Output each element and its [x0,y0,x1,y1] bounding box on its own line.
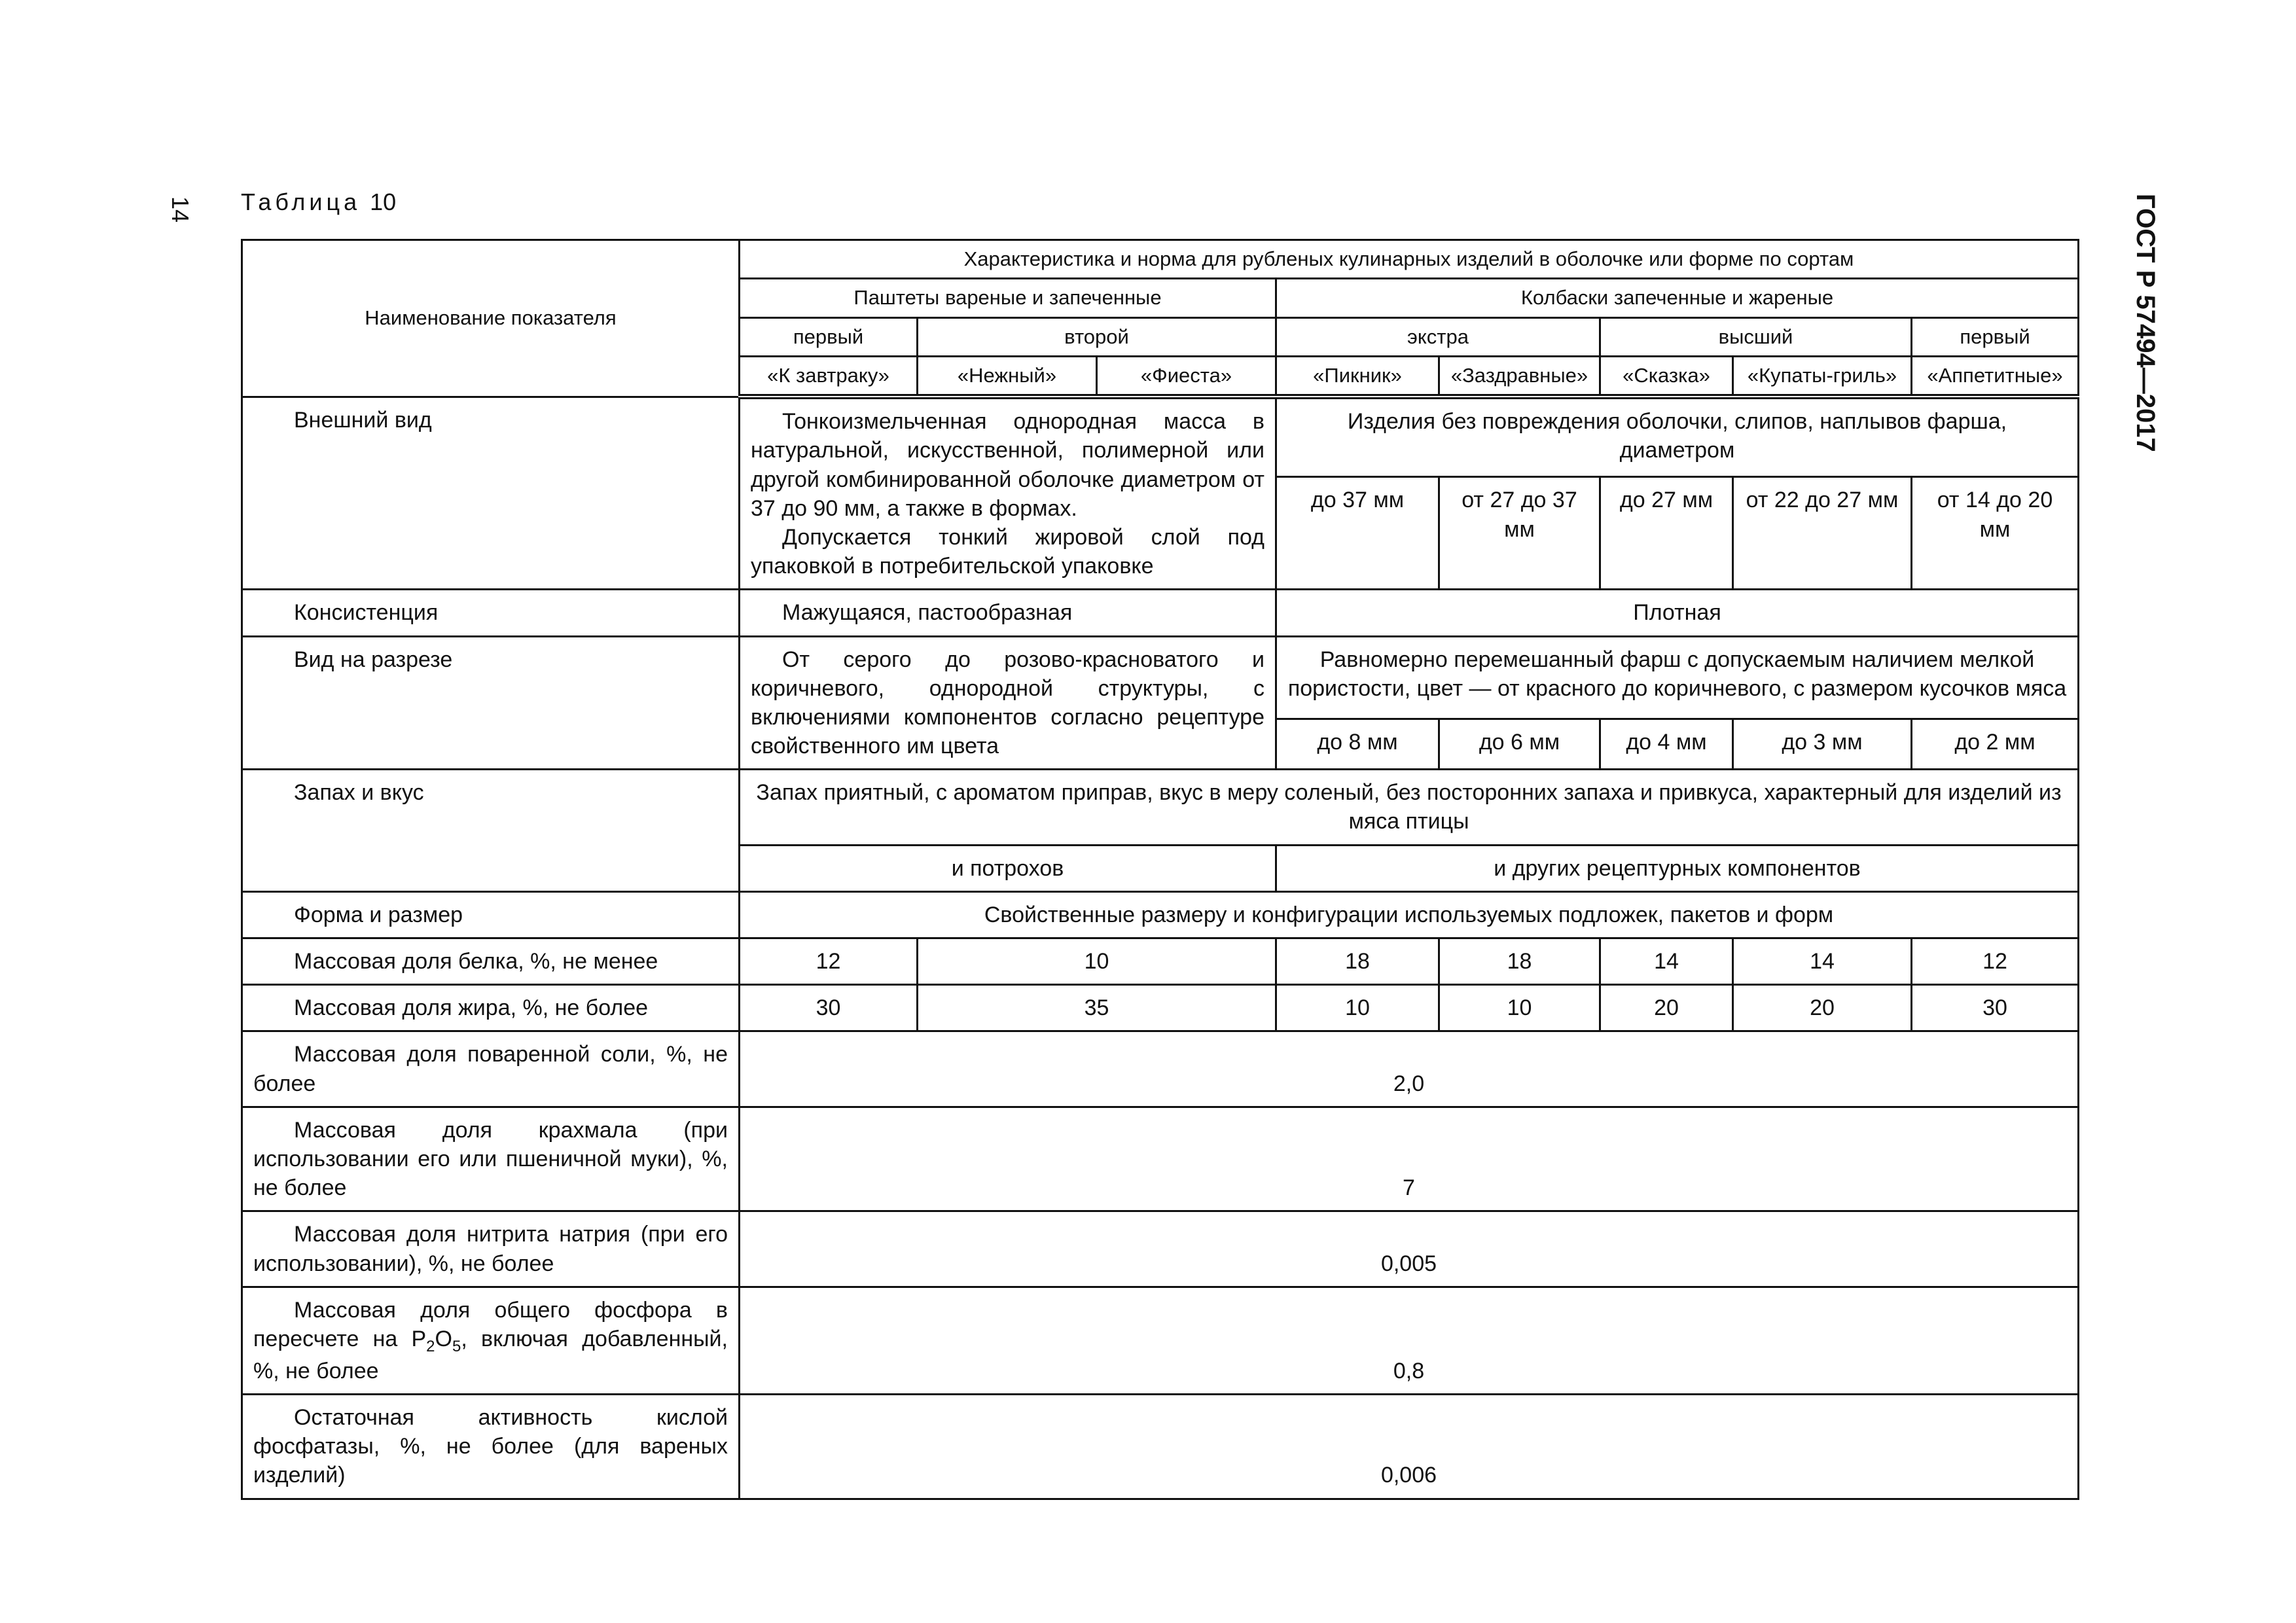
section-pates: От серого до розово-красноватого и коричневого, однородной структуры, с включениями компонентов согласно рецептуре свойственного им цвета [740,636,1276,770]
header-product: «Аппетитные» [1912,356,2079,397]
standard-designation: ГОСТ Р 57494—2017 [2131,194,2160,452]
page-number: 14 [167,196,194,223]
fat-value: 35 [918,985,1276,1031]
fat-value: 10 [1439,985,1600,1031]
header-characteristic: Характеристика и норма для рубленых кулинарных изделий в оболочке или форме по сортам [740,240,2079,279]
header-group-sausages: Колбаски запеченные и жареные [1276,279,2079,317]
caption-prefix: Таблица [241,188,361,215]
row-name-starch: Массовая доля крахмала (при использовании его или пшеничной муки), %, не более [242,1107,740,1211]
row-name-consistency: Консистенция [242,590,740,636]
row-name-protein: Массовая доля белка, %, не менее [242,938,740,985]
protein-value: 12 [1912,938,2079,985]
row-name-fat: Массовая доля жира, %, не более [242,985,740,1031]
smell-sausages: и других рецептурных компонентов [1276,845,2079,891]
header-product: «К завтраку» [740,356,918,397]
specification-table [241,239,2079,1500]
header-indicator: Наименование показателя [242,240,740,397]
section-size: до 8 мм [1276,719,1439,770]
phosphorus-value: 0,8 [740,1287,2079,1394]
appearance-diameter: от 27 до 37 мм [1439,477,1600,590]
row-name-phosphorus [242,1287,740,1394]
fat-value: 10 [1276,985,1439,1031]
header-product: «Нежный» [918,356,1097,397]
row-name-phosphatase: Остаточная активность кислой фосфатазы, %, не более (для вареных изделий) [242,1395,740,1499]
header-product: «Заздравные» [1439,356,1600,397]
smell-common: Запах приятный, с ароматом приправ, вкус в меру соленый, без посторонних запаха и привкуса, характерный для изделий из мяса птицы [740,770,2079,845]
appearance-pates-p1: Тонкоизмельченная однородная масса в натуральной, искусственной, полимерной или другой комбинированной оболочке диаметром от 37 до 90 мм, а также в формах. [751,409,1265,521]
row-name-appearance: Внешний вид [242,397,740,590]
fat-value: 20 [1600,985,1733,1031]
row-name-salt: Массовая доля поваренной соли, %, не более [242,1031,740,1107]
appearance-pates [740,397,1276,590]
phosphatase-value: 0,006 [740,1395,2079,1499]
protein-value: 18 [1439,938,1600,985]
appearance-pates-p2: Допускается тонкий жировой слой под упаковкой в потребительской упаковке [751,524,1265,579]
header-grade: экстра [1276,317,1600,356]
phosphorus-name-before: Массовая доля общего фосфора в пересчете на P [253,1297,728,1351]
header-product: «Пикник» [1276,356,1439,397]
header-grade: высший [1600,317,1912,356]
section-size: до 3 мм [1733,719,1912,770]
section-size: до 2 мм [1912,719,2079,770]
protein-value: 12 [740,938,918,985]
header-product: «Купаты-гриль» [1733,356,1912,397]
row-name-smell: Запах и вкус [242,770,740,892]
table-caption [241,188,396,216]
header-group-pates: Паштеты вареные и запеченные [740,279,1276,317]
appearance-diameter: от 14 до 20 мм [1912,477,2079,590]
fat-value: 20 [1733,985,1912,1031]
header-product: «Сказка» [1600,356,1733,397]
protein-value: 18 [1276,938,1439,985]
phosphorus-sub1: 2 [426,1337,435,1355]
nitrite-value: 0,005 [740,1211,2079,1287]
header-grade: первый [1912,317,2079,356]
starch-value: 7 [740,1107,2079,1211]
caption-number: 10 [370,188,397,215]
protein-value: 14 [1733,938,1912,985]
smell-pates: и потрохов [740,845,1276,891]
appearance-diameter: до 37 мм [1276,477,1439,590]
fat-value: 30 [740,985,918,1031]
row-name-nitrite: Массовая доля нитрита натрия (при его использовании), %, не более [242,1211,740,1287]
section-size: до 4 мм [1600,719,1733,770]
header-grade: первый [740,317,918,356]
protein-value: 14 [1600,938,1733,985]
appearance-sausages: Изделия без повреждения оболочки, слипов, наплывов фарша, диаметром [1276,397,2079,477]
section-size: до 6 мм [1439,719,1600,770]
appearance-diameter: до 27 мм [1600,477,1733,590]
header-product: «Фиеста» [1097,356,1276,397]
shape-value: Свойственные размеру и конфигурации используемых подложек, пакетов и форм [740,891,2079,938]
header-grade: второй [918,317,1276,356]
fat-value: 30 [1912,985,2079,1031]
row-name-section: Вид на разрезе [242,636,740,770]
phosphorus-name-mid: O [435,1326,452,1351]
appearance-diameter: от 22 до 27 мм [1733,477,1912,590]
section-sausages: Равномерно перемешанный фарш с допускаемым наличием мелкой пористости, цвет — от красного до коричневого, с размером кусочков мяса [1276,636,2079,719]
row-name-shape: Форма и размер [242,891,740,938]
phosphorus-name-after: , включая добавленный, %, не более [253,1326,728,1383]
consistency-pates: Мажущаяся, пастообразная [740,590,1276,636]
protein-value: 10 [918,938,1276,985]
phosphorus-sub2: 5 [452,1337,461,1355]
consistency-sausages: Плотная [1276,590,2079,636]
salt-value: 2,0 [740,1031,2079,1107]
